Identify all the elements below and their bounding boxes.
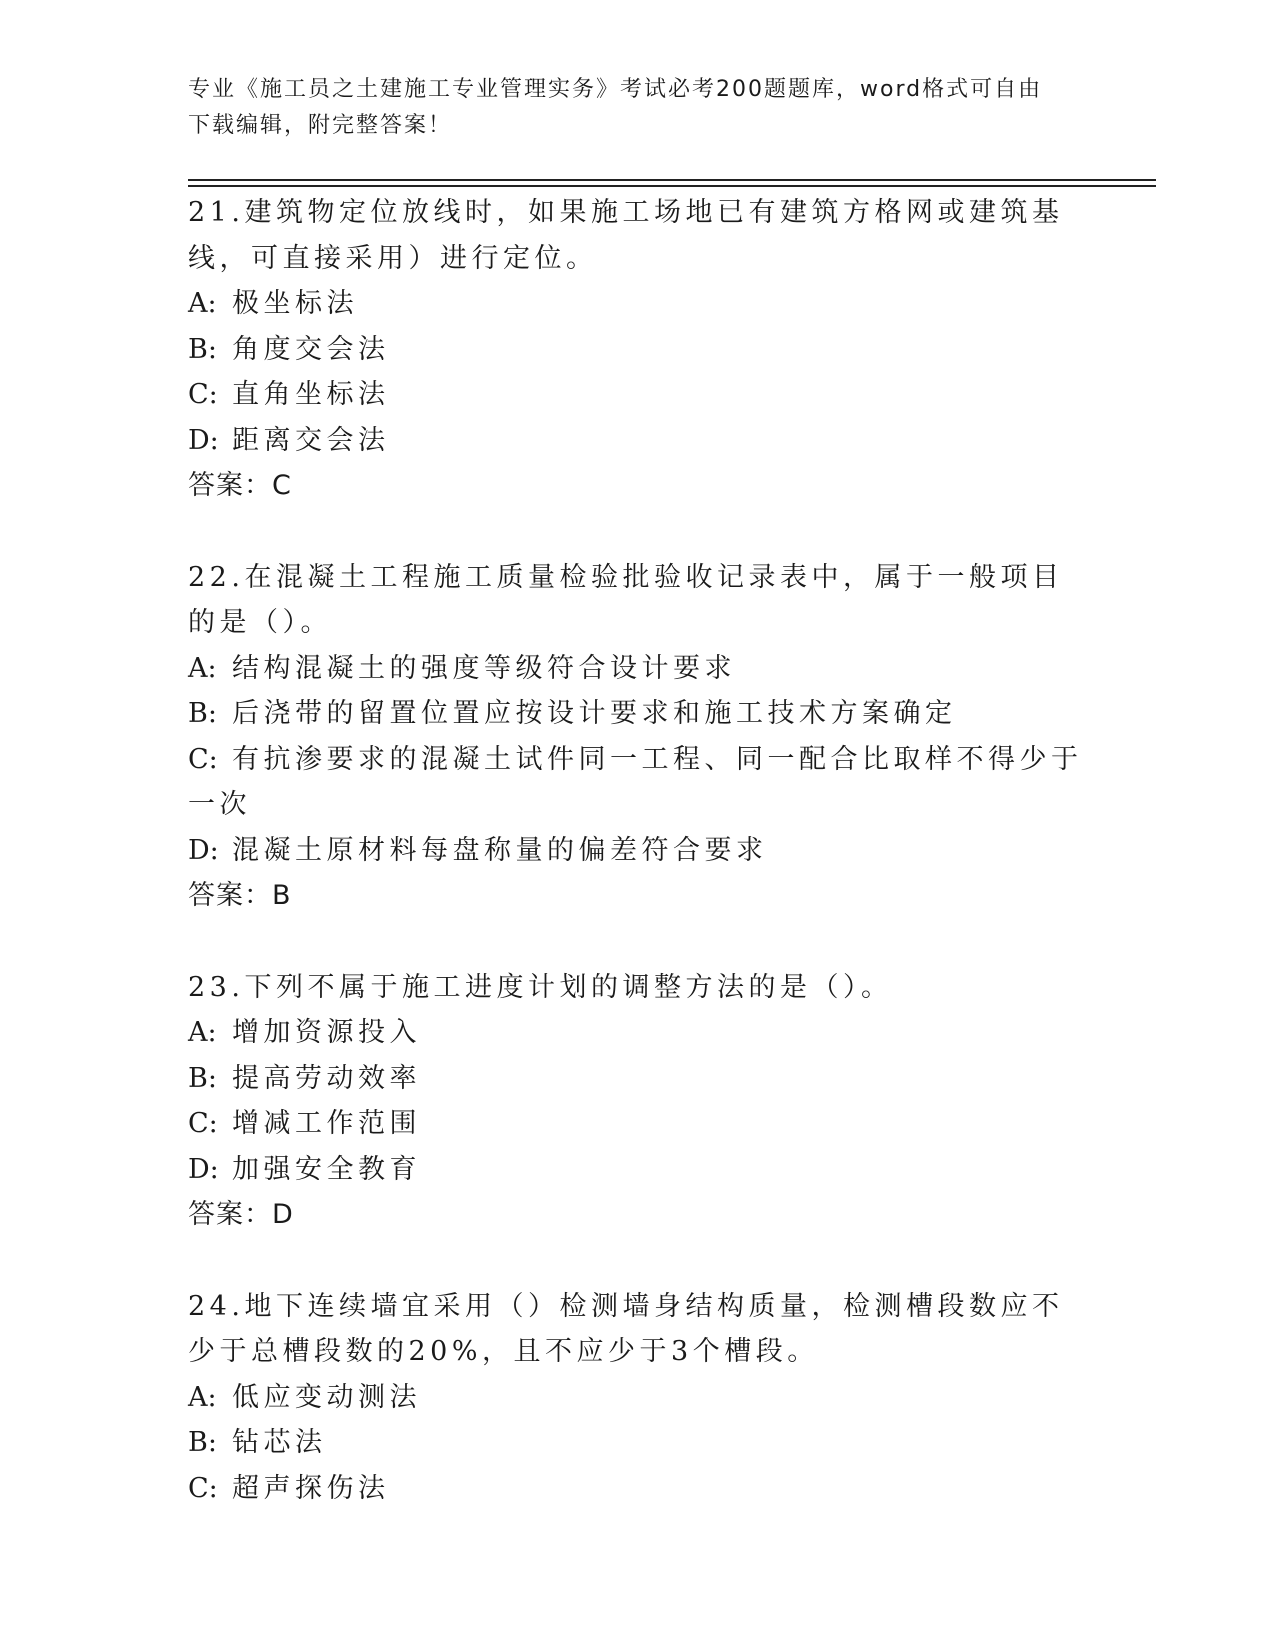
option-key: B:: [188, 1427, 217, 1458]
option-c: [188, 737, 1088, 828]
option-d: [188, 418, 1088, 464]
question-stem: 23.下列不属于施工进度计划的调整方法的是（）。: [188, 971, 893, 1003]
option-text: 超声探伤法: [232, 1472, 390, 1504]
option-key: C:: [188, 1472, 218, 1504]
option-key: A:: [188, 288, 217, 319]
option-key: D:: [188, 834, 219, 866]
option-d: [188, 828, 1088, 874]
option-key: C:: [188, 743, 218, 775]
option-a: [188, 1375, 1088, 1421]
question-list: [188, 190, 1088, 1557]
option-text: 混凝土原材料每盘称量的偏差符合要求: [232, 834, 768, 866]
page-header: [188, 72, 1068, 144]
header-line-1: 专业《施工员之土建施工专业管理实务》考试必考200题题库，word格式可自由: [188, 77, 1043, 102]
option-text: 加强安全教育: [232, 1153, 421, 1185]
header-divider: [188, 185, 1156, 187]
option-text: 距离交会法: [232, 424, 390, 456]
answer: 答案：B: [188, 880, 292, 911]
option-key: B:: [188, 1062, 217, 1094]
option-key: A:: [188, 652, 217, 684]
option-c: [188, 372, 1088, 418]
option-key: C:: [188, 379, 218, 410]
option-b: [188, 327, 1088, 373]
answer: 答案：C: [188, 470, 292, 501]
option-c: [188, 1466, 1088, 1512]
option-text: 钻芯法: [232, 1427, 327, 1458]
option-text: 角度交会法: [232, 333, 390, 365]
question-21: [188, 190, 1088, 509]
header-line-2: 下载编辑，附完整答案！: [188, 113, 453, 138]
option-key: B:: [188, 698, 217, 729]
option-b: [188, 691, 1088, 737]
option-b: [188, 1056, 1088, 1102]
question-23: [188, 965, 1088, 1238]
option-b: [188, 1420, 1088, 1466]
option-key: D:: [188, 1153, 219, 1185]
option-text: 增加资源投入: [232, 1017, 421, 1048]
option-key: A:: [188, 1017, 217, 1048]
question-stem: 22.在混凝土工程施工质量检验批验收记录表中，属于一般项目的是（）。: [188, 561, 1064, 638]
option-a: [188, 646, 1088, 692]
question-stem: 24.地下连续墙宜采用（）检测墙身结构质量，检测槽段数应不少于总槽段数的20%，且不应少于3个槽段。: [188, 1290, 1064, 1367]
question-24: [188, 1284, 1088, 1512]
option-a: [188, 281, 1088, 327]
question-22: [188, 555, 1088, 919]
option-d: [188, 1147, 1088, 1193]
option-text: 结构混凝土的强度等级符合设计要求: [232, 652, 736, 684]
option-text: 有抗渗要求的混凝土试件同一工程、同一配合比取样不得少于一次: [188, 743, 1083, 820]
option-text: 增减工作范围: [232, 1108, 421, 1139]
option-key: D:: [188, 424, 219, 456]
option-a: [188, 1010, 1088, 1056]
option-key: B:: [188, 333, 217, 365]
option-text: 提高劳动效率: [232, 1062, 421, 1094]
option-c: [188, 1101, 1088, 1147]
answer: 答案：D: [188, 1199, 294, 1230]
option-key: A:: [188, 1381, 217, 1413]
header-divider: [188, 179, 1156, 181]
option-text: 后浇带的留置位置应按设计要求和施工技术方案确定: [232, 698, 957, 729]
option-text: 极坐标法: [232, 288, 358, 319]
option-key: C:: [188, 1108, 218, 1139]
option-text: 直角坐标法: [232, 379, 390, 410]
question-stem: 21.建筑物定位放线时，如果施工场地已有建筑方格网或建筑基线，可直接采用）进行定位。: [188, 197, 1064, 274]
option-text: 低应变动测法: [232, 1381, 421, 1413]
